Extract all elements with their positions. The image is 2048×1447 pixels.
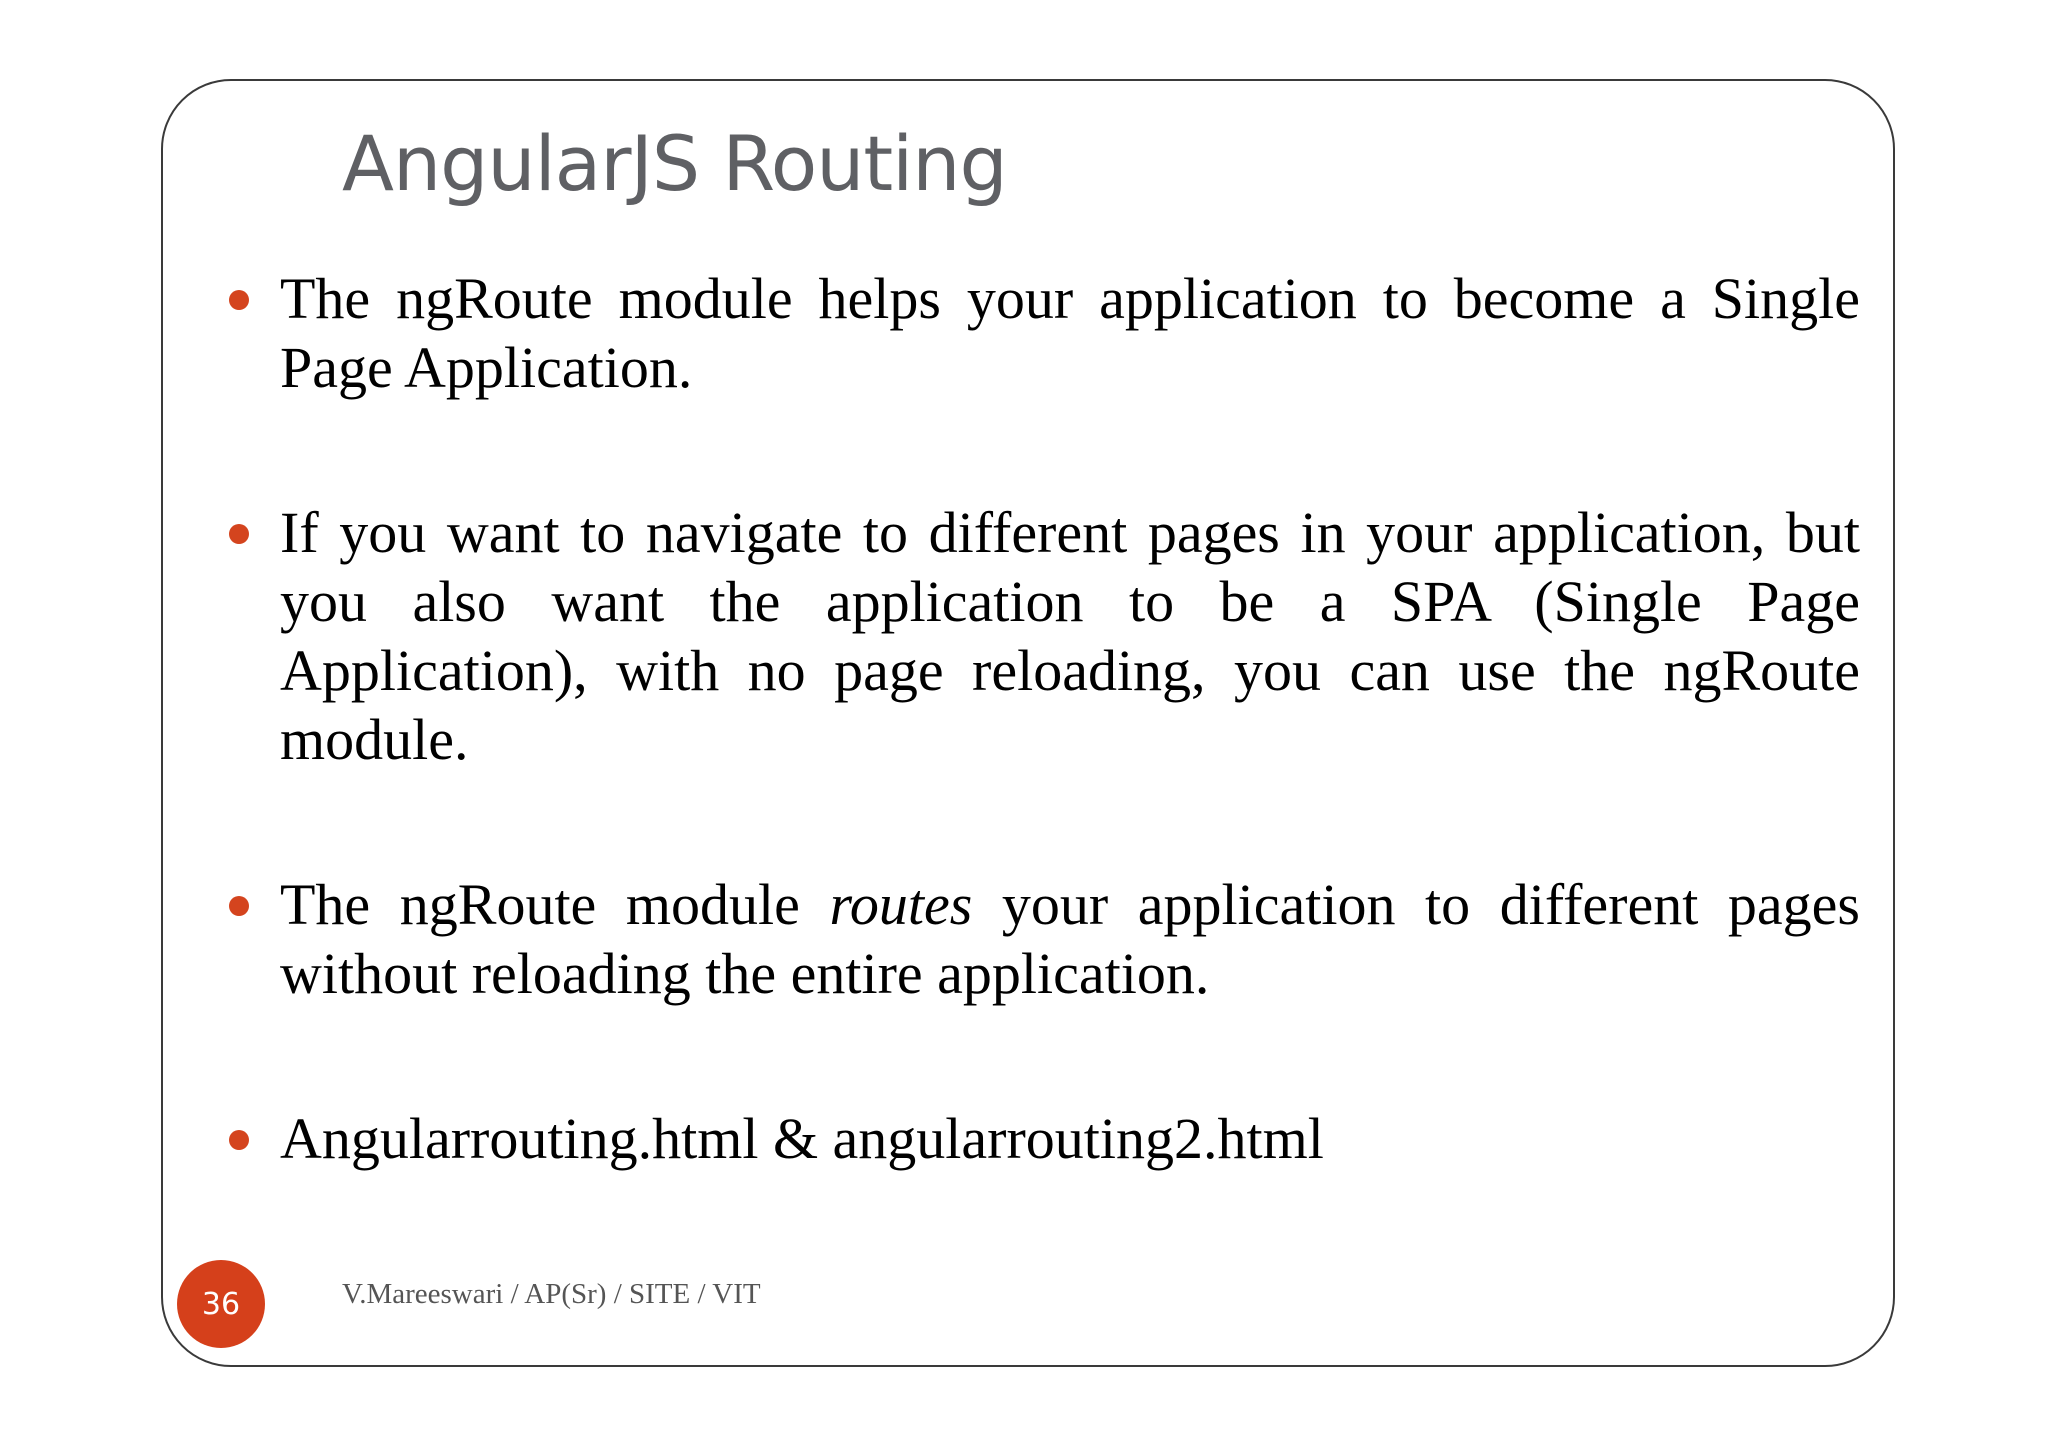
slide-title: AngularJS Routing	[342, 119, 1007, 208]
bullet-dot-icon	[229, 290, 249, 310]
bullet-item	[280, 498, 1860, 774]
bullet-item	[280, 870, 1860, 1008]
bullet-dot-icon	[229, 1130, 249, 1150]
bullet-list	[280, 264, 1860, 1173]
bullet-emphasis: routes	[829, 872, 973, 937]
bullet-dot-icon	[229, 524, 249, 544]
bullet-text: Angularrouting.html & angularrouting2.html	[280, 1106, 1324, 1171]
page-number: 36	[201, 1286, 241, 1322]
bullet-item	[280, 1104, 1860, 1173]
bullet-item	[280, 264, 1860, 402]
footer-author: V.Mareeswari / AP(Sr) / SITE / VIT	[342, 1278, 761, 1310]
bullet-text: The ngRoute module helps your application to become a Single Page Application.	[280, 266, 1860, 400]
bullet-dot-icon	[229, 896, 249, 916]
page-number-badge	[177, 1260, 265, 1348]
bullet-text-start: The ngRoute module	[280, 872, 830, 937]
bullet-text: If you want to navigate to different pages in your application, but you also want the application to be a SPA (Single Page Application), with no page reloading, you can use the ngRoute module.	[280, 500, 1860, 772]
bullet-text-end: your application to different pages without reloading the entire application.	[280, 872, 1860, 1006]
